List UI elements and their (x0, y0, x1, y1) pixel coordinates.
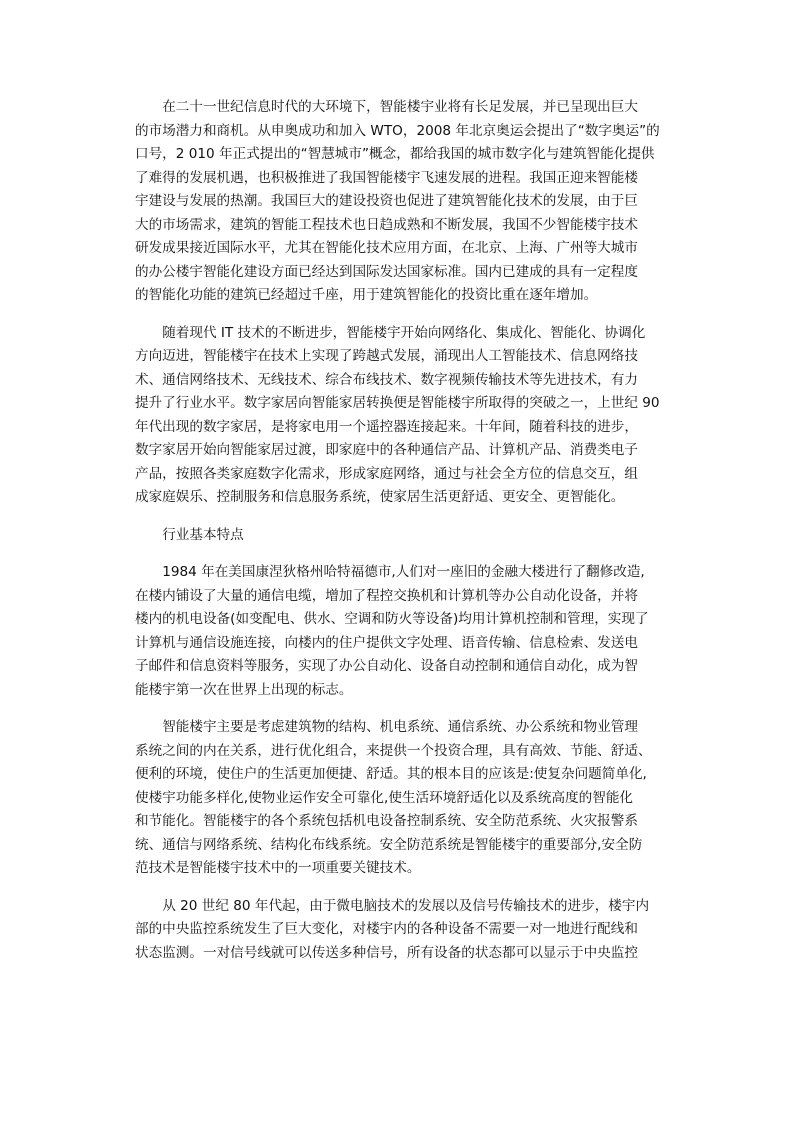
text-line: 成家庭娱乐、控制服务和信息服务系统，使家居生活更舒适、更安全、更智能化。 (135, 489, 625, 505)
text-line: 能楼宇第一次在世界上出现的标志。 (135, 681, 353, 698)
text-line: 数字家居开始向智能家居过渡，即家庭中的各种通信产品、计算机产品、消费类电子 (135, 442, 638, 458)
text-line: 了难得的发展机遇，也积极推进了我国智能楼宇飞速发展的进程。我国正迎来智能楼 (135, 169, 638, 186)
paragraph-structure (135, 716, 667, 881)
text-line: 产品，按照各类家庭数字化需求，形成家庭网络，通过与社会全方位的信息交互，组 (135, 465, 638, 482)
text-line: 随着现代 IT 技术的不断进步，智能楼宇开始向网络化、集成化、智能化、协调化 (162, 324, 646, 341)
text-line: 部的中央监控系统发生了巨大变化，对楼宇内的各种设备不需要一对一地进行配线和 (135, 921, 638, 937)
text-line: 系统之间的内在关系，进行优化组合，来提供一个投资合理，具有高效、节能、舒适、 (135, 742, 652, 759)
text-line: 口号，2 010 年正式提出的“智慧城市”概念，都给我国的城市数字化与建筑智能化提供 (135, 146, 655, 162)
text-line: 的市场潜力和商机。从申奥成功和加入 WTO，2008 年北京奥运会提出了“数字奥运”的 (135, 122, 660, 139)
text-line: 状态监测。一对信号线就可以传送多种信号，所有设备的状态都可以显示于中央监控 (135, 944, 638, 961)
text-line: 研发成果接近国际水平，尤其在智能化技术应用方面，在北京、上海、广州等大城市 (135, 240, 638, 256)
text-line: 宇建设与发展的热潮。我国巨大的建设投资也促进了建筑智能化技术的发展，由于巨 (135, 193, 638, 209)
section-heading: 行业基本特点 (162, 526, 244, 543)
paragraph-it-progress (135, 322, 667, 510)
text-line: 和节能化。智能楼宇的各个系统包括机电设备控制系统、安全防范系统、火灾报警系 (135, 813, 638, 829)
text-line: 的办公楼宇智能化建设方面已经达到国际发达国家标准。国内已建成的具有一定程度 (135, 263, 638, 280)
text-line: 大的市场需求，建筑的智能工程技术也日趋成熟和不断发展，我国不少智能楼宇技术 (135, 216, 638, 233)
paragraph-1980s (135, 895, 667, 966)
text-line: 智能楼宇主要是考虑建筑物的结构、机电系统、通信系统、办公系统和物业管理 (162, 719, 638, 735)
text-line: 年代出现的数字家居，是将家电用一个遥控器连接起来。十年间，随着科技的进步， (135, 418, 638, 435)
text-line: 计算机与通信设施连接，向楼内的住户提供文字处理、语音传输、信息检索、发送电 (135, 634, 638, 651)
text-line: 范技术是智能楼宇技术中的一项重要关键技术。 (135, 860, 421, 876)
text-line: 方向迈进，智能楼宇在技术上实现了跨越式发展，涌现出人工智能技术、信息网络技 (135, 348, 638, 364)
text-line: 楼内的机电设备(如变配电、供水、空调和防火等设备)均用计算机控制和管理，实现了 (135, 611, 649, 627)
text-line: 从 20 世纪 80 年代起，由于微电脑技术的发展以及信号传输技术的进步，楼宇内 (162, 897, 650, 914)
text-line: 的智能化功能的建筑已经超过千座，用于建筑智能化的投资比重在逐年增加。 (135, 287, 598, 303)
text-line: 1984 年在美国康涅狄格州哈特福德市,人们对一座旧的金融大楼进行了翻修改造, (162, 564, 645, 580)
text-line: 子邮件和信息资料等服务，实现了办公自动化、设备自动控制和通信自动化，成为智 (135, 658, 638, 674)
paragraph-intro (135, 96, 667, 308)
text-line: 术、通信网络技术、无线技术、综合布线技术、数字视频传输技术等先进技术，有力 (135, 371, 638, 388)
document-body (135, 96, 667, 979)
text-line: 在二十一世纪信息时代的大环境下，智能楼宇业将有长足发展，并已呈现出巨大 (162, 99, 638, 115)
text-line: 使楼宇功能多样化,使物业运作安全可靠化,使生活环境舒适化以及系统高度的智能化 (135, 789, 634, 806)
text-line: 提升了行业水平。数字家居向智能家居转换便是智能楼宇所取得的突破之一，上世纪 90 (135, 395, 660, 411)
paragraph-1984 (135, 561, 667, 702)
text-line: 便利的环境，使住户的生活更加便捷、舒适。其的根本目的应该是:使复杂问题简单化, (135, 766, 647, 782)
text-line: 统、通信与网络系统、结构化布线系统。安全防范系统是智能楼宇的重要部分,安全防 (135, 836, 643, 853)
text-line: 在楼内铺设了大量的通信电缆，增加了程控交换机和计算机等办公自动化设备，并将 (135, 587, 638, 604)
